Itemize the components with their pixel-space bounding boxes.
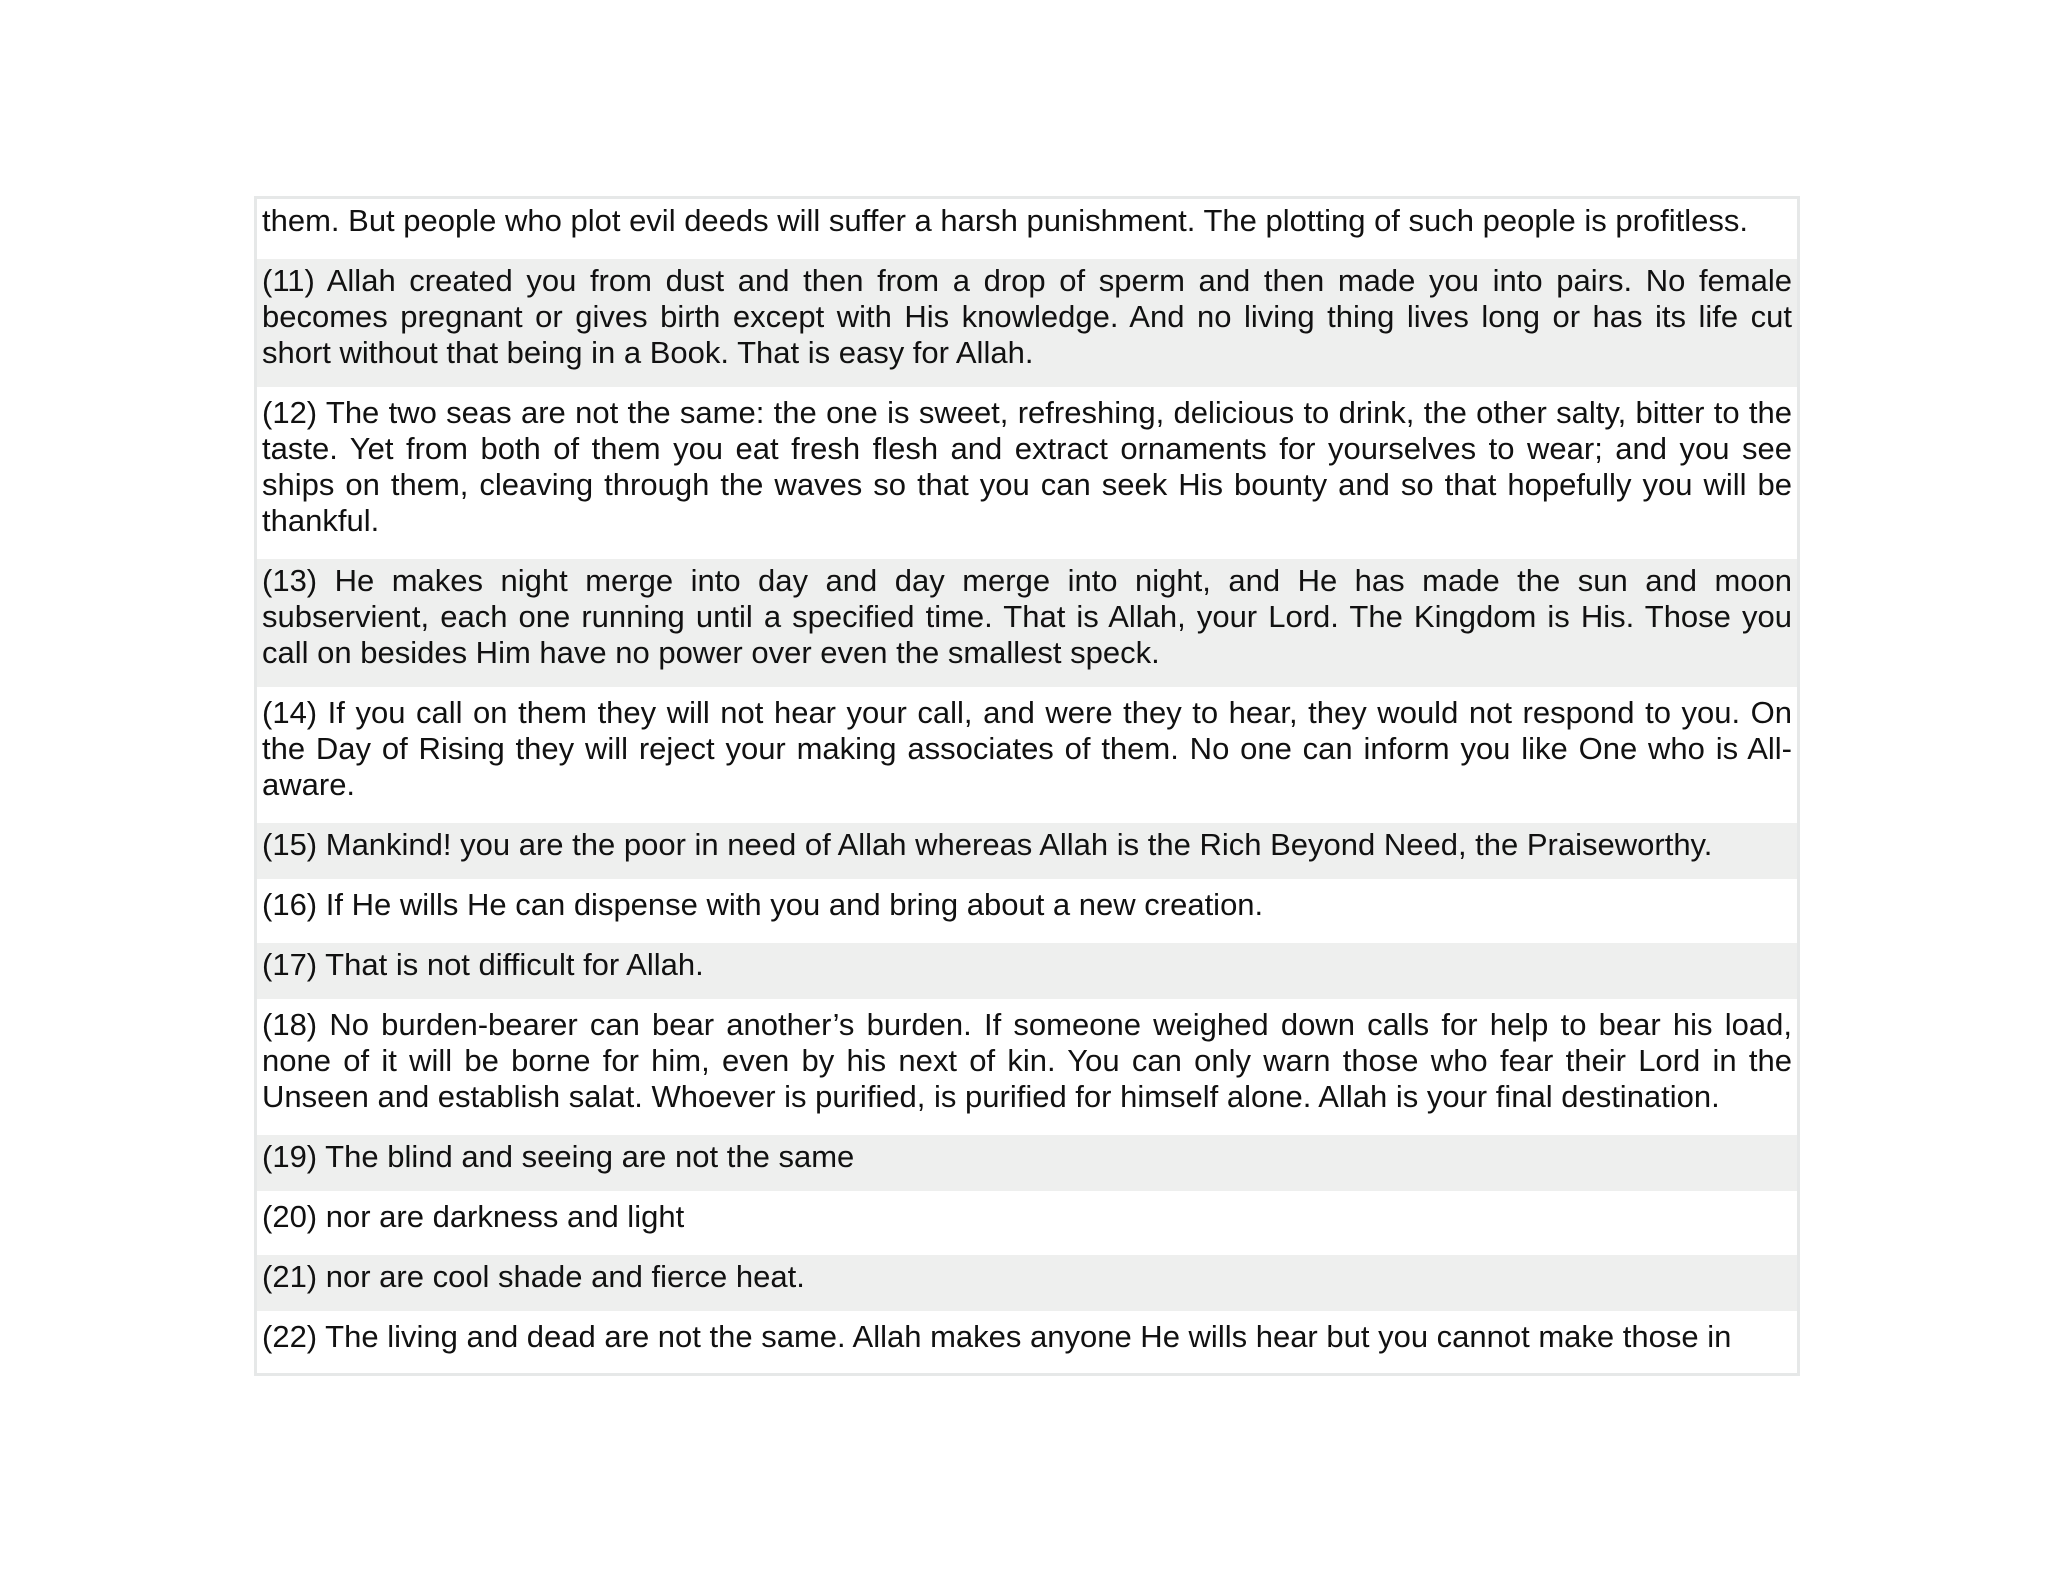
verse-row-10-continued: them. But people who plot evil deeds will suffer a harsh punishment. The plotting of such people is profitless. <box>257 199 1797 255</box>
verse-row-18: (18) No burden-bearer can bear another’s burden. If someone weighed down calls for help to bear his load, none of it will be borne for him, even by his next of kin. You can only warn those who fear their Lord in the Unseen and establish salat. Whoever is purified, is purified for himself alone. Allah is your final destination. <box>257 1003 1797 1131</box>
verse-table <box>254 196 1800 1376</box>
verse-row-15: (15) Mankind! you are the poor in need of Allah whereas Allah is the Rich Beyond Need, the Praiseworthy. <box>257 823 1797 879</box>
verse-row-11: (11) Allah created you from dust and then from a drop of sperm and then made you into pairs. No female becomes pregnant or gives birth except with His knowledge. And no living thing lives long or has its life cut short without that being in a Book. That is easy for Allah. <box>257 259 1797 387</box>
verse-row-16: (16) If He wills He can dispense with you and bring about a new creation. <box>257 883 1797 939</box>
verse-row-21: (21) nor are cool shade and fierce heat. <box>257 1255 1797 1311</box>
verse-row-17: (17) That is not difficult for Allah. <box>257 943 1797 999</box>
verse-row-22: (22) The living and dead are not the same. Allah makes anyone He wills hear but you cannot make those in <box>257 1315 1797 1371</box>
verse-row-12: (12) The two seas are not the same: the one is sweet, refreshing, delicious to drink, the other salty, bitter to the taste. Yet from both of them you eat fresh flesh and extract ornaments for yourselves to wear; and you see ships on them, cleaving through the waves so that you can seek His bounty and so that hopefully you will be thankful. <box>257 391 1797 555</box>
verse-row-13: (13) He makes night merge into day and day merge into night, and He has made the sun and moon subservient, each one running until a specified time. That is Allah, your Lord. The Kingdom is His. Those you call on besides Him have no power over even the smallest speck. <box>257 559 1797 687</box>
verse-row-19: (19) The blind and seeing are not the same <box>257 1135 1797 1191</box>
verse-row-20: (20) nor are darkness and light <box>257 1195 1797 1251</box>
verse-row-14: (14) If you call on them they will not hear your call, and were they to hear, they would not respond to you. On the Day of Rising they will reject your making associates of them. No one can inform you like One who is All-aware. <box>257 691 1797 819</box>
